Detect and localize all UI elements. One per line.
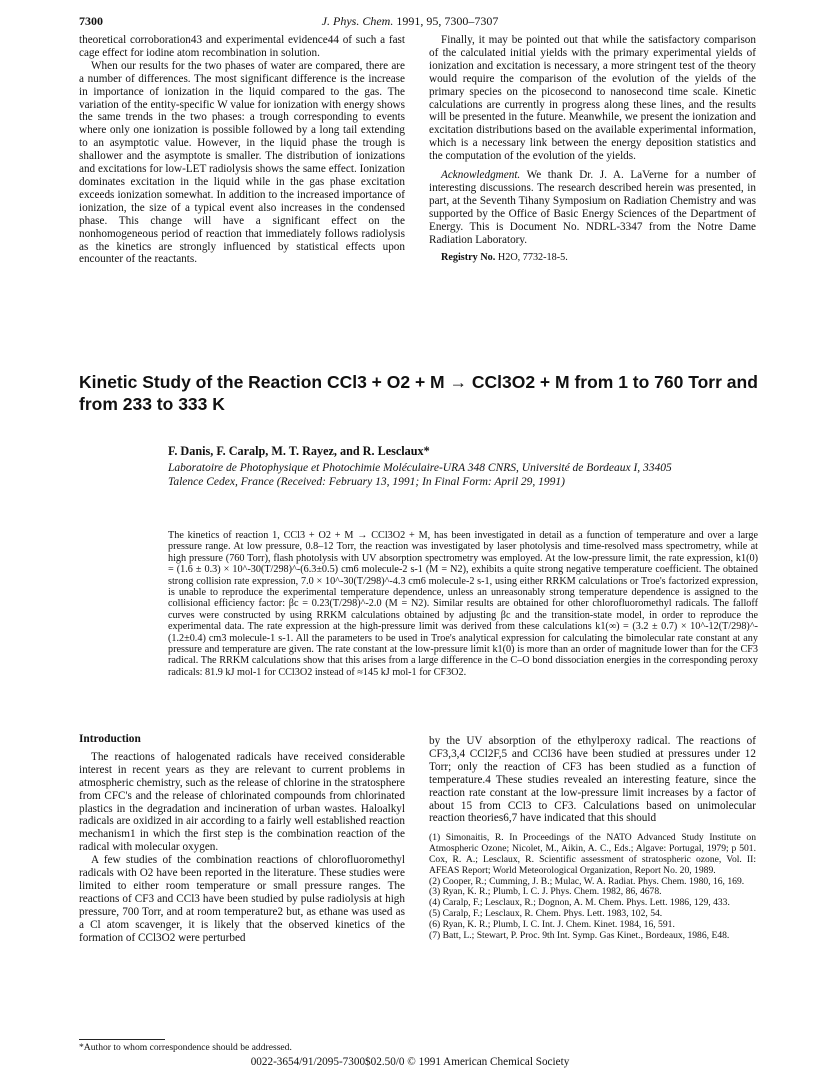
- top-right-column: [429, 34, 756, 264]
- reference-item: (4) Caralp, F.; Lesclaux, R.; Dognon, A. M. Chem. Phys. Lett. 1986, 129, 433.: [429, 897, 730, 909]
- paragraph: When our results for the two phases of water are compared, there are a number of differences. The most significant difference is the increase in importance of ionization in the liquid compared to the gas. The variation of the entity-specific W value for ionization with energy shows the same trends in the two phases: a trough corresponding to events where only one ionization is possible followed by a long tail extending to an asymptotic value. However, in the liquid phase the trough is shallower and the asymptote is smaller. The distribution of ionizations and excitations for low-LET radiolysis shows the same effect. Ionization dominates excitation in the liquid while in the gas phase excitation exceeds ionization somewhat. In addition to the increased importance of ionization, the size of a typical event also increases in the condensed phase. This change will have a significant effect on the nonhomogeneous period of reaction that immediately follows radiolysis as the kinetics are strongly influenced by statistical effects upon encounter of the reactants.: [79, 59, 405, 266]
- references: [429, 833, 756, 941]
- footnote-rule: [79, 1039, 165, 1040]
- paragraph: by the UV absorption of the ethylperoxy radical. The reactions of CF3,3,4 CCl2F,5 and CCl36 have been studied at pressures under 12 Torr; only the reaction of CF3 has been studied as a function of temperature.4 These studies revealed an interesting feature, since the reaction rate constant at the low-pressure limit increases by a factor of about 15 from CCl3 to CF3. Calculations based on unimolecular reaction theories6,7 have indicated that this should: [429, 735, 756, 825]
- intro-left-column: [79, 733, 405, 945]
- affiliation-line-2: Talence Cedex, France (Received: February 13, 1991; In Final Form: April 29, 1991): [168, 475, 565, 488]
- reference-item: (3) Ryan, K. R.; Plumb, I. C. J. Phys. Chem. 1982, 86, 4678.: [429, 886, 662, 898]
- running-header: [0, 14, 820, 29]
- registry: [429, 252, 756, 265]
- reference-item: (2) Cooper, R.; Cumming, J. B.; Mulac, W. A. Radiat. Phys. Chem. 1980, 16, 169.: [429, 875, 745, 887]
- paragraph: A few studies of the combination reactions of chlorofluoromethyl radicals with O2 have been reported in the literature. These studies were limited to either room temperature or small pressure ranges. The reactions of CF3 and CCl3 have been studied by pulse radiolysis at high pressure, 700 Torr, and at room temperature2 but, as ethane was used as a Cl atom scavenger, it is likely that the observed kinetics of the formation of CCl3O2 were perturbed: [79, 854, 405, 944]
- copyright-line: 0022-3654/91/2095-7300$02.50/0 © 1991 American Chemical Society: [250, 1056, 570, 1068]
- acknowledgment-label: Acknowledgment.: [441, 169, 521, 182]
- reference-item: (6) Ryan, K. R.; Plumb, I. C. Int. J. Chem. Kinet. 1984, 16, 591.: [429, 918, 675, 930]
- journal-name: J. Phys. Chem.: [321, 14, 394, 28]
- article-title: [79, 371, 759, 415]
- footnote: *Author to whom correspondence should be addressed.: [79, 1042, 292, 1053]
- acknowledgment: [429, 169, 756, 246]
- acknowledgment-text: We thank Dr. J. A. LaVerne for a number of interesting discussions. The research described herein was presented, in part, at the Seventh Tihany Symposium on Radiation Chemistry and was supported by the Office of Basic Energy Sciences of the Department of Energy. This is Document No. NDRL-3347 from the Notre Dame Radiation Laboratory.: [429, 169, 756, 246]
- paragraph: Finally, it may be pointed out that while the satisfactory comparison of the calculated initial yields with the primary experimental yields of ionization and excitation is necessary, a more stringent test of the theory would require the comparison of the evolution of the yields of the primary species on the picosecond to nanosecond time scale. Kinetic calculations are currently in progress along these lines, and the results will be presented in the future. Meanwhile, we present the ionization and excitation distributions based on the available experimental information, which is a necessary link between the energy deposition statistics and the computation of the evolution of the yields.: [429, 34, 756, 163]
- top-left-column: [79, 34, 405, 266]
- title-line-2: from 233 to 333 K: [79, 394, 225, 414]
- reference-item: (5) Caralp, F.; Lesclaux, R. Chem. Phys. Lett. 1983, 102, 54.: [429, 907, 663, 919]
- authors: F. Danis, F. Caralp, M. T. Rayez, and R. Lesclaux*: [168, 444, 430, 458]
- intro-right-column: [429, 735, 756, 941]
- paragraph: theoretical corroboration43 and experimental evidence44 of such a fast cage effect for iodine atom recombination in solution.: [79, 34, 405, 59]
- abstract: The kinetics of reaction 1, CCl3 + O2 + M → CCl3O2 + M, has been investigated in detail as a function of temperature and over a large pressure range. At low pressure, 0.8–12 Torr, the reaction was investigated by laser photolysis and time-resolved mass spectrometry, while at high pressure (760 Torr), flash photolysis with UV absorption spectrometry was employed. At the low-pressure limit, the rate expression, k1(0) = (1.6 ± 0.3) × 10^-30(T/298)^-(6.3±0.5) cm6 molecule-2 s-1 (M = N2), exhibits a quite strong negative temperature coefficient. The obtained strong collision rate expression, 7.0 × 10^-30(T/298)^-4.3 cm6 molecule-2 s-1, using either RRKM calculations or Troe's factorized expression, is unable to reproduce the experimental temperature dependence, unless an unreasonably strong temperature dependence is assigned to the collisional efficiency factor: βc = 0.23(T/298)^-2.0 (M = N2). Similar results are obtained for other chlorofluoromethyl radicals. The falloff curves were constructed by using RRKM calculations obtained by adjusting βc and the transition-state model, in order to reproduce the experimental data. The rate expression at the high-pressure limit was derived from these calculations k1(∞) = (3.2 ± 0.7) × 10^-12(T/298)^-(1.2±0.4) cm3 molecule-1 s-1. All the parameters to be used in Troe's analytical expression for calculating the bimolecular rate constant at any pressure and temperature are given. The rate constant at the low-pressure limit k1(0) is more than an order of magnitude lower than for the CF3 radical. The RRKM calculations show that this arises from a large difference in the C–O bond dissociation energies in the corresponding peroxy radicals: 81.9 kJ mol-1 for CCl3O2 instead of ≈145 kJ mol-1 for CF3O2.: [168, 530, 758, 678]
- affiliation-line-1: Laboratoire de Photophysique et Photochimie Moléculaire-URA 348 CNRS, Université de Bordeaux I, 33405: [168, 462, 672, 474]
- reference-item: (1) Simonaitis, R. In Proceedings of the NATO Advanced Study Institute on Atmospheric Ozone; Nicolet, M., Aikin, A. C., Eds.; Algave: Portugal, 1979; p 501. Cox, R. A.; Lesclaux, R. Scientific assessment of stratospheric ozone, Vol. II: AFEAS Report; World Meteorological Organization, Report No. 20, 1989.: [429, 832, 756, 876]
- paragraph: The reactions of halogenated radicals have received considerable interest in recent years as they are relevant to current problems in atmospheric chemistry, such as the release of chlorine in the stratosphere from CFC's and the release of chlorinated compounds from chlorinated plastics in the degradation and incineration of urban wastes. Haloalkyl radicals are oxidized in air according to a fairly well established reaction mechanism1 in which the first step is the combination reaction of the radical with molecular oxygen.: [79, 750, 405, 854]
- title-line-1: Kinetic Study of the Reaction CCl3 + O2 + M → CCl3O2 + M from 1 to 760 Torr and: [79, 372, 758, 392]
- registry-text: H2O, 7732-18-5.: [495, 251, 568, 263]
- affiliation: [168, 462, 758, 489]
- journal-citation: 1991, 95, 7300–7307: [393, 14, 499, 28]
- section-heading: Introduction: [79, 733, 141, 745]
- reference-item: (7) Batt, L.; Stewart, P. Proc. 9th Int. Symp. Gas Kinet., Bordeaux, 1986, E48.: [429, 929, 730, 941]
- registry-label: Registry No.: [441, 251, 496, 263]
- page-number: 7300: [79, 14, 103, 28]
